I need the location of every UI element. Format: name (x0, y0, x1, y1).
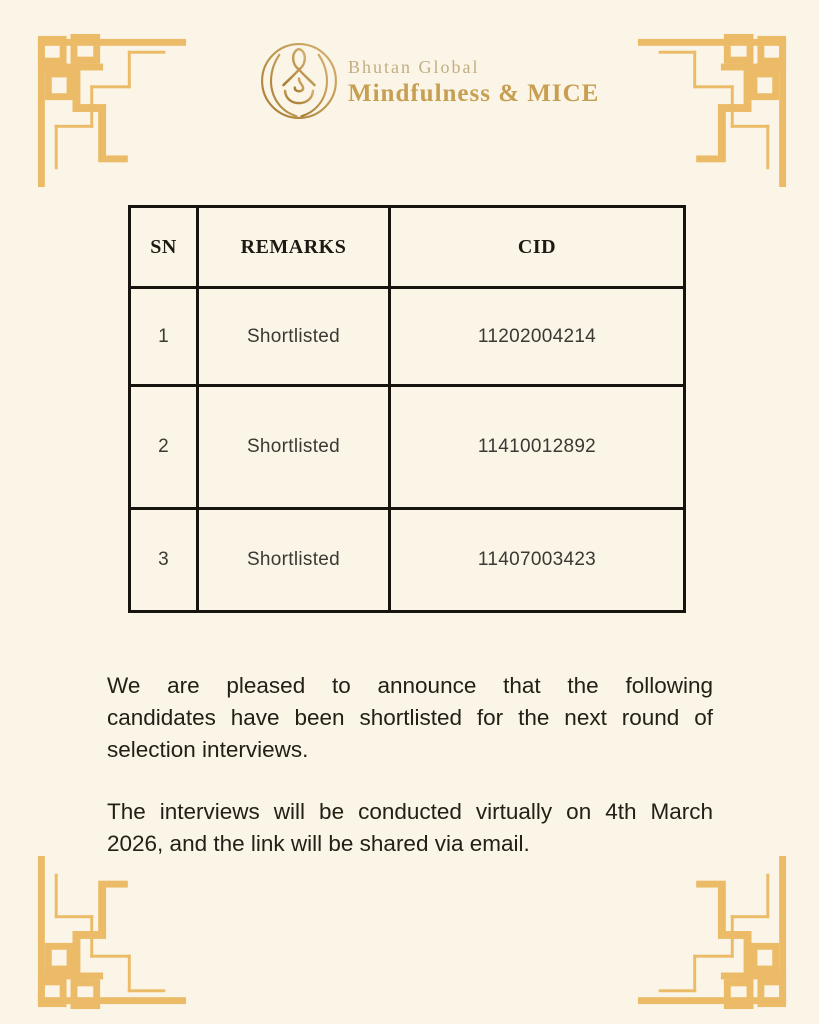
table-cell-sn-row3: 3 (131, 510, 199, 610)
table-header-cid: CID (391, 208, 683, 289)
meditating-figure-icon (258, 40, 340, 122)
table-cell-sn-row2: 2 (131, 387, 199, 510)
table-header-remarks: REMARKS (199, 208, 391, 289)
paragraph2-line1: The interviews will be conducted virtually on 4th March (107, 799, 713, 824)
corner-ornament-bottom-right-icon (633, 854, 791, 1012)
paragraph1-line1: We are pleased to announce that the following (107, 673, 713, 698)
shortlist-table (128, 205, 686, 613)
table-cell-remarks-row2: Shortlisted (199, 387, 391, 510)
corner-ornament-bottom-left-icon (33, 854, 191, 1012)
announcement-paragraph-1 (107, 670, 713, 766)
paragraph1-line2: candidates have been shortlisted for the next round of (107, 705, 713, 730)
logo-name-line2: Mindfulness & MICE (348, 80, 600, 108)
table-cell-remarks-row1: Shortlisted (199, 289, 391, 387)
logo-name-line1: Bhutan Global (348, 57, 480, 78)
table-header-sn: SN (131, 208, 199, 289)
table-cell-cid-row1: 11202004214 (391, 289, 683, 387)
corner-ornament-top-left-icon (33, 31, 191, 189)
table-cell-cid-row2: 11410012892 (391, 387, 683, 510)
corner-ornament-top-right-icon (633, 31, 791, 189)
paragraph1-line3: selection interviews. (107, 737, 309, 762)
logo (258, 40, 599, 122)
announcement-paragraph-2 (107, 796, 713, 860)
paragraph2-line2: 2026, and the link will be shared via email. (107, 831, 530, 856)
table-cell-remarks-row3: Shortlisted (199, 510, 391, 610)
table-cell-sn-row1: 1 (131, 289, 199, 387)
table-cell-cid-row3: 11407003423 (477, 549, 597, 570)
